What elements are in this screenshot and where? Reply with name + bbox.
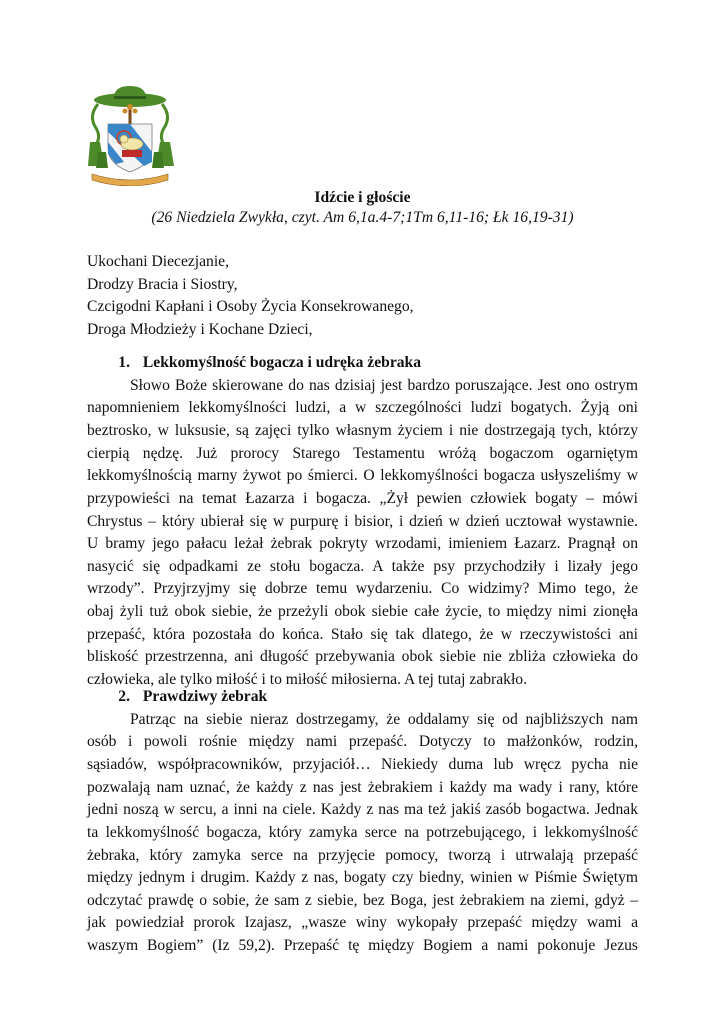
section-heading-text: Prawdziwy żebrak	[142, 688, 268, 705]
paragraph-line: Chrystus – który ubierał się w purpurę i bisior, i dzień w dzień ucztował wystawnie.	[87, 512, 638, 530]
coat-of-arms	[84, 82, 176, 186]
section-heading-text: Lekkomyślność bogacza i udręka żebraka	[142, 354, 422, 371]
section-body	[87, 375, 638, 692]
section-heading	[87, 352, 638, 375]
salutation-line: Czcigodni Kapłani i Osoby Życia Konsekrowanego,	[87, 298, 414, 316]
paragraph-line: wrzody”. Przyjrzyjmy się dobrze temu wydarzeniu. Co widzimy? Mimo tego, że	[87, 580, 638, 598]
document-title: Idźcie i głoście	[314, 189, 411, 206]
paragraph-line: lekkomyślnością marny żywot po śmierci. O lekkomyślności bogacza usłyszeliśmy w	[87, 467, 638, 485]
paragraph-line: człowieka, ale tylko miłość i to miłość miłosierna. A tej tutaj zabrakło.	[87, 670, 527, 688]
paragraph-line: żebraka, który zamyka serce na przyjęcie pomocy, tworzą i utrwalają przepaść	[87, 846, 638, 864]
section-1	[87, 352, 638, 692]
paragraph-line: Patrząc na siebie nieraz dostrzegamy, że oddalamy się od najbliższych nam	[130, 710, 638, 728]
section-number: 1.	[118, 354, 130, 371]
paragraph-line: obaj żyli tuż obok siebie, że przeżyli obok siebie całe życie, to między nimi zionęła	[87, 603, 638, 621]
section-2	[87, 686, 638, 958]
section-heading	[87, 686, 638, 709]
section-number: 2.	[118, 688, 130, 705]
paragraph-line: cierpią nędzę. Już prorocy Starego Testamentu wróżą bogaczom ogarniętym	[87, 444, 638, 462]
document-subtitle: (26 Niedziela Zwykła, czyt. Am 6,1a.4-7;1Tm 6,11-16; Łk 16,19-31)	[151, 209, 574, 226]
paragraph-line: przepaść, która pozostała do końca. Stało się tak dlatego, że w rzeczywistości ani	[87, 625, 638, 643]
paragraph-line: nasycić się odpadkami ze stołu bogacza. A także psy przychodziły i lizały jego	[87, 557, 638, 575]
salutation	[87, 251, 414, 341]
paragraph-line: jak powiedział prorok Izajasz, „wasze winy wykopały przepaść między wami a	[87, 914, 638, 932]
paragraph-line: osób i powoli rośnie między nami przepaść. Dotyczy to małżonków, rodzin,	[87, 733, 638, 751]
section-body	[87, 709, 638, 958]
paragraph-line: pozwalają nam uznać, że każdy z nas jest żebrakiem i każdy ma wady i rany, które	[87, 778, 638, 796]
salutation-line: Ukochani Diecezjanie,	[87, 253, 230, 270]
paragraph-line: przypowieści na temat Łazarza i bogacza. „Żył pewien człowiek bogaty – mówi	[87, 489, 638, 507]
paragraph-line: między jednym i drugim. Każdy z nas, bogaty czy biedny, winien w Piśmie Świętym	[87, 869, 638, 887]
paragraph-line: waszym Bogiem” (Iz 59,2). Przepaść tę między Bogiem a nami pokonuje Jezus	[87, 937, 638, 955]
paragraph-line: sąsiadów, współpracowników, przyjaciół… Niekiedy duma lub wręcz pycha nie	[87, 755, 638, 773]
paragraph-line: jedni noszą w sercu, a inni na ciele. Każdy z nas ma też jakiś zasób bogactwa. Jednak	[87, 801, 638, 819]
paragraph-line: Słowo Boże skierowane do nas dzisiaj jest bardzo poruszające. Jest ono ostrym	[130, 376, 638, 394]
salutation-line: Drodzy Bracia i Siostry,	[87, 275, 238, 293]
paragraph-line: odczytać prawdę o sobie, że sam z siebie, bez Boga, jest żebrakiem na ziemi, gdyż –	[87, 891, 638, 909]
paragraph-line: ta lekkomyślność bogacza, który zamyka serce na potrzebującego, i lekkomyślność	[87, 823, 638, 841]
paragraph-line: bliskość przestrzenna, ani długość przebywania obok siebie nie zbliża człowieka do	[87, 648, 638, 666]
salutation-line: Droga Młodzieży i Kochane Dzieci,	[87, 320, 313, 338]
paragraph-line: napomnieniem lekkomyślności ludzi, a w szczególności ludzi bogatych. Żyją oni	[87, 399, 638, 417]
paragraph-line: beztrosko, w luksusie, są zajęci tylko własnym życiem i nie dostrzegają tych, którzy	[87, 421, 638, 439]
paragraph-line: U bramy jego pałacu leżał żebrak pokryty wrzodami, imieniem Łazarz. Pragnął on	[87, 535, 638, 553]
